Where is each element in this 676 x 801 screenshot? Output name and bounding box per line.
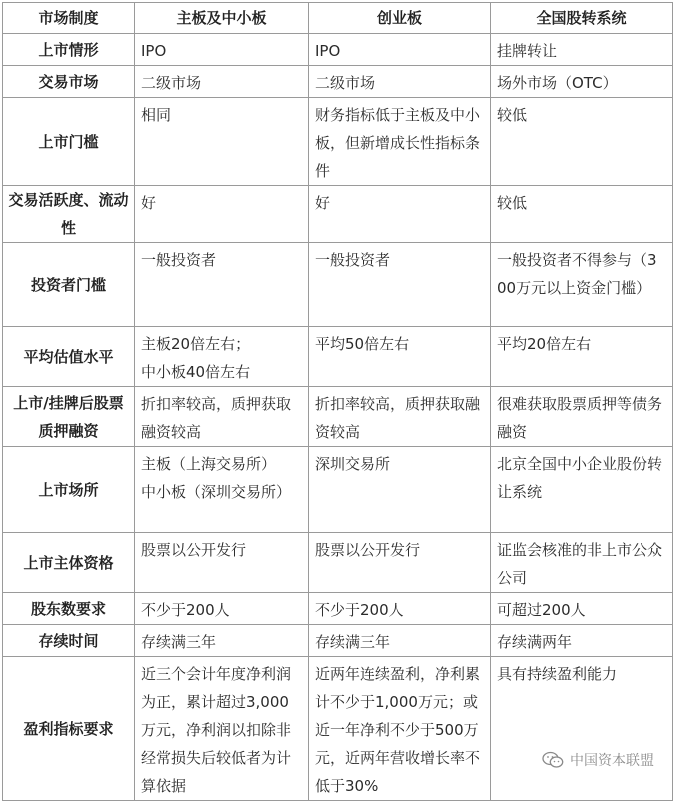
market-comparison-table bbox=[2, 2, 673, 801]
table-cell: 近三个会计年度净利润为正，累计超过3,000万元，净利润以扣除非经常损失后较低者为计算依据 bbox=[135, 657, 309, 801]
table-cell: 存续满三年 bbox=[135, 625, 309, 657]
row-label: 交易市场 bbox=[3, 66, 135, 98]
table-cell: 证监会核准的非上市公众公司 bbox=[491, 533, 673, 593]
table-cell: 不少于200人 bbox=[135, 593, 309, 625]
table-row bbox=[3, 593, 673, 625]
row-label: 上市场所 bbox=[3, 447, 135, 533]
table-cell: 一般投资者 bbox=[135, 243, 309, 327]
row-label: 上市情形 bbox=[3, 34, 135, 66]
watermark-text: 中国资本联盟 bbox=[570, 753, 654, 769]
table-cell: 主板20倍左右； 中小板40倍左右 bbox=[135, 327, 309, 387]
table-cell: IPO bbox=[309, 34, 491, 66]
table-row bbox=[3, 447, 673, 533]
table-row bbox=[3, 66, 673, 98]
table-cell: 具有持续盈利能力 bbox=[491, 657, 673, 801]
table-cell: 深圳交易所 bbox=[309, 447, 491, 533]
table-cell: 场外市场（OTC） bbox=[491, 66, 673, 98]
table-cell: 股票以公开发行 bbox=[135, 533, 309, 593]
table-cell: 二级市场 bbox=[309, 66, 491, 98]
table-header-row bbox=[3, 3, 673, 34]
table-row bbox=[3, 186, 673, 243]
table-row bbox=[3, 625, 673, 657]
table-cell: 较低 bbox=[491, 98, 673, 186]
table-row bbox=[3, 98, 673, 186]
table-cell: 北京全国中小企业股份转让系统 bbox=[491, 447, 673, 533]
row-label: 平均估值水平 bbox=[3, 327, 135, 387]
table-cell: 二级市场 bbox=[135, 66, 309, 98]
table-cell: 可超过200人 bbox=[491, 593, 673, 625]
table-cell: 很难获取股票质押等债务融资 bbox=[491, 387, 673, 447]
table-cell: 好 bbox=[135, 186, 309, 243]
table-cell: 较低 bbox=[491, 186, 673, 243]
table-cell: 平均20倍左右 bbox=[491, 327, 673, 387]
wechat-icon bbox=[542, 751, 564, 769]
row-label: 交易活跃度、流动性 bbox=[3, 186, 135, 243]
table-cell: 不少于200人 bbox=[309, 593, 491, 625]
table-cell: 财务指标低于主板及中小板，但新增成长性指标条件 bbox=[309, 98, 491, 186]
header-cell: 主板及中小板 bbox=[135, 3, 309, 34]
table-cell: 相同 bbox=[135, 98, 309, 186]
header-cell: 全国股转系统 bbox=[491, 3, 673, 34]
table-cell: 好 bbox=[309, 186, 491, 243]
table-cell: 一般投资者不得参与（300万元以上资金门槛） bbox=[491, 243, 673, 327]
row-label: 盈利指标要求 bbox=[3, 657, 135, 801]
table-cell: 存续满两年 bbox=[491, 625, 673, 657]
table-row bbox=[3, 533, 673, 593]
table-cell: 近两年连续盈利，净利累计不少于1,000万元；或近一年净利不少于500万元，近两年营收增长率不低于30% bbox=[309, 657, 491, 801]
table-row bbox=[3, 657, 673, 801]
row-label: 上市/挂牌后股票质押融资 bbox=[3, 387, 135, 447]
table-cell: 平均50倍左右 bbox=[309, 327, 491, 387]
row-label: 上市主体资格 bbox=[3, 533, 135, 593]
table-cell: 折扣率较高，质押获取融资较高 bbox=[135, 387, 309, 447]
header-cell: 市场制度 bbox=[3, 3, 135, 34]
table-row bbox=[3, 327, 673, 387]
table-cell: 股票以公开发行 bbox=[309, 533, 491, 593]
row-label: 投资者门槛 bbox=[3, 243, 135, 327]
table-row bbox=[3, 34, 673, 66]
table-cell: 折扣率较高，质押获取融资较高 bbox=[309, 387, 491, 447]
table-cell: 主板（上海交易所） 中小板（深圳交易所） bbox=[135, 447, 309, 533]
watermark bbox=[538, 748, 658, 772]
row-label: 股东数要求 bbox=[3, 593, 135, 625]
table-cell: IPO bbox=[135, 34, 309, 66]
table-cell: 存续满三年 bbox=[309, 625, 491, 657]
table-row bbox=[3, 387, 673, 447]
comparison-table-container bbox=[2, 2, 674, 795]
table-cell: 挂牌转让 bbox=[491, 34, 673, 66]
row-label: 上市门槛 bbox=[3, 98, 135, 186]
table-row bbox=[3, 243, 673, 327]
row-label: 存续时间 bbox=[3, 625, 135, 657]
header-cell: 创业板 bbox=[309, 3, 491, 34]
table-cell: 一般投资者 bbox=[309, 243, 491, 327]
